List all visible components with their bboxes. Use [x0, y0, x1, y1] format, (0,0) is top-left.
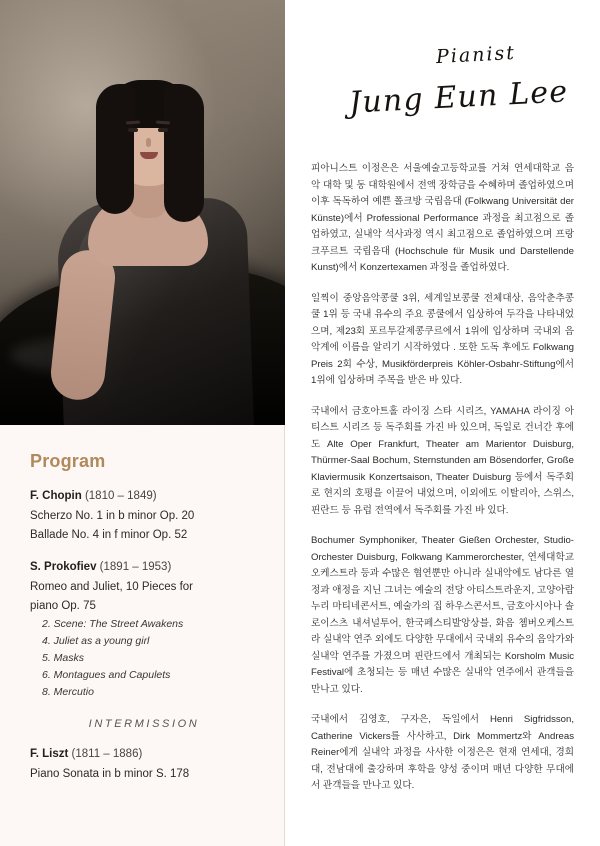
- composer-name: F. Liszt: [30, 747, 69, 760]
- movement-item: 6. Montagues and Capulets: [42, 668, 171, 681]
- program-entry-liszt: [30, 748, 258, 784]
- role-title: Pianist: [435, 41, 517, 69]
- composer-name: S. Prokofiev: [30, 561, 97, 574]
- piece-title: piano Op. 75: [30, 599, 96, 612]
- program-title: Program: [30, 451, 106, 471]
- composer-name: F. Chopin: [30, 490, 82, 502]
- program-entry-chopin: [30, 490, 258, 544]
- hair-left: [96, 84, 134, 214]
- bio-paragraph: 일찍이 중앙음악콩쿨 3위, 세계일보콩쿨 전체대상, 음악춘추콩쿨 1위 등 국내 유수의 주요 콩쿨에서 입상하여 두각을 나타내었으며, 제23회 포르투갈제콩쿠르에서 1위에 입상하며 국내외 음악계에 이름을 알리기 시작하였다 . 또한 도독 후에도 Folkwang Preis 2회 수상, Musikförderpreis Köhler-Osbahr-Stiftung에서 1위에 입상하며 주목을 받은 바 있다.: [311, 292, 574, 386]
- composer-years: (1891 – 1953): [99, 561, 172, 574]
- composer-years: (1811 – 1886): [71, 747, 143, 760]
- pianist-figure: [0, 0, 285, 425]
- performer-name: Jung Eun Lee: [347, 74, 569, 121]
- pianist-portrait-photo: [0, 0, 285, 425]
- bio-paragraph: 국내에서 김영호, 구자은, 독일에서 Henri Sigfridsson, Catherine Vickers를 사사하고, Dirk Mommertz와 Andreas Reiner에게 실내악 과정을 사사한 이정은은 현재 연세대, 경희대, 전남대에 출강하며 후학을 양성 중이며 매년 다양한 무대에서 관객들을 만나고 있다.: [311, 714, 574, 791]
- bio-paragraph: Bochumer Symphoniker, Theater Gießen Orchester, Studio-Orchester Duisburg, Folkwang Kammerorchester, 연세대학교오케스트라 등과 수많은 협연뿐만 아니라 실내악에도 남다른 열정과 애정을 지닌 그녀는 예술의 전당 아티스트라운지, 고양아람누리 마티네콘서트, 예술가의 집 하우스콘서트, 금호아시아나 솔로이스츠 내셔널투어, 한국페스티발앙상블, 화음 쳄버오케스트라 실내악 연주 외에도 다양한 무대에서 국내외 유수의 음악가와 실내악 연주를 가졌으며 핀란드에서 개최되는 Korsholm Music Festival에 초청되는 등 매년 수많은 실내악 연주에서 관객들을 만나고 있다.: [311, 535, 574, 695]
- movement-item: 5. Masks: [42, 651, 85, 664]
- program-entry-prokofiev: [30, 561, 258, 700]
- eye-left: [128, 128, 138, 132]
- left-column: [0, 0, 285, 846]
- nose: [146, 138, 151, 147]
- piece-title: Piano Sonata in b minor S. 178: [30, 767, 190, 780]
- intermission-label: INTERMISSION: [88, 717, 200, 730]
- movement-item: 2. Scene: The Street Awakens: [42, 617, 184, 630]
- piece-title: Ballade No. 4 in f minor Op. 52: [30, 528, 188, 541]
- composer-line: [30, 561, 258, 573]
- bio-paragraph: 국내에서 금호아트홀 라이징 스타 시리즈, YAMAHA 라이징 아티스트 시리즈 등 독주회를 가진 바 있으며, 독일로 건너간 후에도 Alte Oper Frankfurt, Theater am Marientor Duisburg, Thürmer-Saal Bochum, Sternstunden am Bösendorfer, Große Klaviermusik Konzertsaison, Theater Duisburg 등에서 독주회로 현지의 호평을 이끌어 내었으며, 이외에도 이탈리아, 스위스, 핀란드 등 유럽 전역에서 독주회를 가진 바 있다.: [311, 405, 574, 516]
- movement-item: 8. Mercutio: [42, 685, 94, 698]
- composer-line: [30, 748, 258, 760]
- biography-section: [311, 161, 574, 795]
- movement-item: 4. Juliet as a young girl: [42, 634, 150, 647]
- bio-paragraph: 피아니스트 이정은은 서울예술고등학교를 거쳐 연세대학교 음악 대학 및 동 대학원에서 전액 장학금을 수혜하며 졸업하였으며 이후 독독하여 예쁜 폴크방 국립음대 (Folkwang Universität der Künste)에서 Professional Performance 과정을 최고점으로 졸업하였고, 실내악 석사과정 역시 최고점으로 졸업하였으며 프랑크푸르트 국립음대 (Hochschule für Musik und Darstellende Kunst)에서 Konzertexamen 과정을 졸업하였다.: [311, 163, 574, 273]
- title-block: [311, 41, 574, 121]
- eye-right: [158, 128, 168, 132]
- piece-title: Scherzo No. 1 in b minor Op. 20: [30, 510, 195, 522]
- composer-line: [30, 490, 258, 502]
- piece-title: Romeo and Juliet, 10 Pieces for: [30, 581, 194, 594]
- program-section: [0, 425, 284, 820]
- composer-years: (1810 – 1849): [84, 490, 157, 502]
- hair-right: [164, 84, 204, 222]
- right-column: [285, 0, 600, 846]
